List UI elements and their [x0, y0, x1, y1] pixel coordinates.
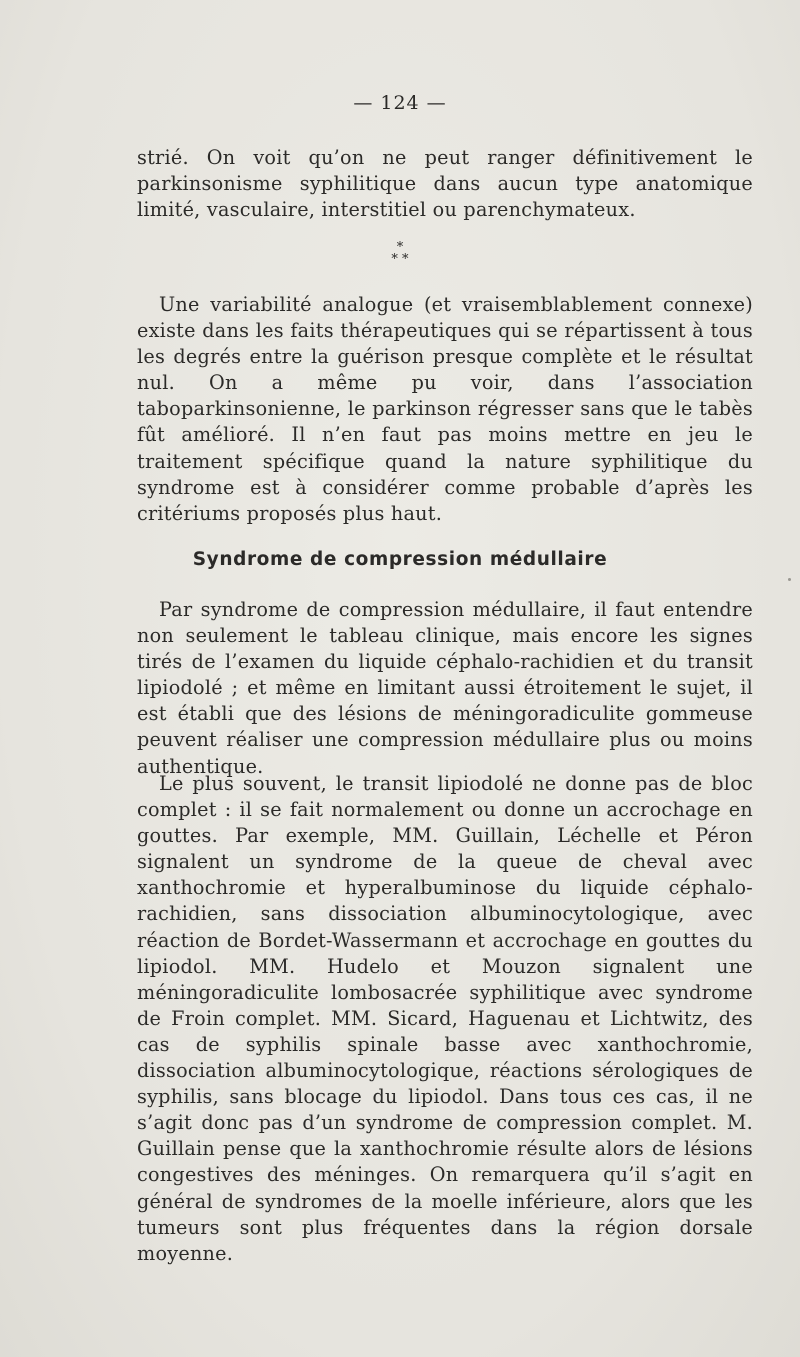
paragraph-continuation — [137, 145, 753, 223]
paragraph-text: Le plus souvent, le transit lipiodolé ne donne pas de bloc complet : il se fait normalement ou donne un accrochage en gouttes. Par exemple, MM. Guillain, Léchelle et Péron signalent un syndrome de la queue de cheval avec xanthochromie et hyperalbuminose du liquide céphalo-rachidien, sans dissociation albuminocytologique, avec réaction de Bordet-Wassermann et accrochage en gouttes du lipiodol. MM. Hudelo et Mouzon signalent une méningoradiculite lombosacrée syphilitique avec syndrome de Froin complet. MM. Sicard, Haguenau et Lichtwitz, des cas de syphilis spinale basse avec xanthochromie, dissociation albuminocytologique, réactions sérologiques de syphilis, sans blocage du lipiodol. Dans tous ces cas, il ne s’agit donc pas d’un syndrome de compression complet. M. Guillain pense que la xanthochromie résulte alors de lésions congestives des méninges. On remarquera qu’il s’agit en général de syndromes de la moelle inférieure, alors que les tumeurs sont plus fréquentes dans la région dorsale moyenne. — [137, 772, 753, 1265]
paragraph-text: Par syndrome de compression médullaire, il faut entendre non seulement le tableau clinique, mais encore les signes tirés de l’examen du liquide céphalo-rachidien et du transit lipiodolé ; et même en limitant aussi étroitement le sujet, il est établi que des lésions de méningoradiculite gommeuse peuvent réaliser une compression médullaire plus ou moins authentique. — [137, 598, 753, 778]
asterism-separator — [0, 242, 800, 266]
page-number: — 124 — — [353, 92, 447, 114]
section-heading: Syndrome de compression médullaire — [192, 549, 608, 570]
asterism-top: * — [396, 240, 404, 255]
margin-mark — [788, 578, 791, 581]
paragraph-cases — [137, 771, 753, 1267]
paragraph-text: strié. On voit qu’on ne peut ranger définitivement le parkinsonisme syphilitique dans aucun type anatomique limité, vasculaire, interstitiel ou parenchymateux. — [137, 146, 753, 222]
paragraph-therapeutic — [137, 292, 753, 527]
paragraph-text: Une variabilité analogue (et vraisemblablement connexe) existe dans les faits thérapeutiques qui se répartissent à tous les degrés entre la guérison presque complète et le résultat nul. On a même pu voir, dans l’association taboparkinsonienne, le parkinson régresser sans que le tabès fût amélioré. Il n’en faut pas moins mettre en jeu le traitement spécifique quand la nature syphilitique du syndrome est à considérer comme probable d’après les critériums proposés plus haut. — [137, 293, 753, 525]
paragraph-definition — [137, 597, 753, 780]
asterism-bottom: * * — [391, 252, 409, 267]
